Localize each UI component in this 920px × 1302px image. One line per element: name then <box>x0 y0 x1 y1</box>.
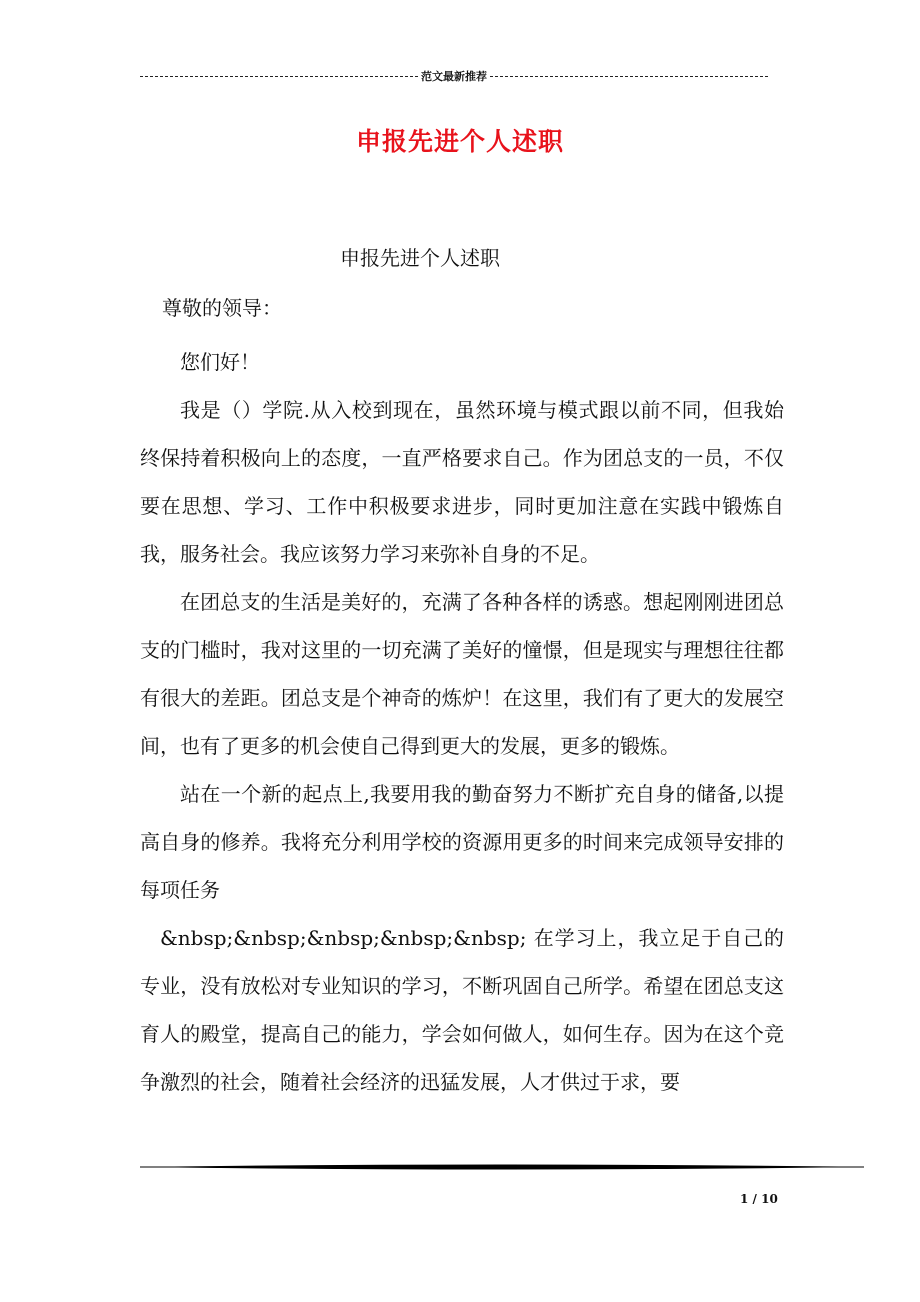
page-header <box>140 68 768 84</box>
header-label: 范文最新推荐 <box>421 70 487 83</box>
document-body <box>140 338 784 1106</box>
footer-rule <box>140 1163 864 1171</box>
paragraph-life: 在团总支的生活是美好的，充满了各种各样的诱惑。想起刚刚进团总支的门槛时，我对这里的一切充满了美好的憧憬，但是现实与理想往往都有很大的差距。团总支是个神奇的炼炉！在这里，我们有了更大的发展空间，也有了更多的机会使自己得到更大的发展，更多的锻炼。 <box>140 590 784 758</box>
paragraph-greeting: 您们好！ <box>180 350 260 374</box>
paragraph-goal: 站在一个新的起点上,我要用我的勤奋努力不断扩充自身的储备,以提高自身的修养。我将充分利用学校的资源用更多的时间来完成领导安排的每项任务 <box>140 782 784 902</box>
page-indicator: 1 / 10 <box>740 1192 778 1206</box>
header-dash-left <box>140 76 418 77</box>
paragraph-intro: 我是（）学院.从入校到现在，虽然环境与模式跟以前不同，但我始终保持着积极向上的态度，一直严格要求自己。作为团总支的一员，不仅要在思想、学习、工作中积极要求进步，同时更加注意在实践中锻炼自我，服务社会。我应该努力学习来弥补自身的不足。 <box>140 398 784 566</box>
paragraph-study: &nbsp;&nbsp;&nbsp;&nbsp;&nbsp; 在学习上，我立足于自己的专业，没有放松对专业知识的学习，不断巩固自己所学。希望在团总支这育人的殿堂，提高自己的能力，学会如何做人，如何生存。因为在这个竞争激烈的社会，随着社会经济的迅猛发展，人才供过于求，要 <box>140 926 784 1094</box>
salutation: 尊敬的领导： <box>162 296 282 320</box>
document-subtitle: 申报先进个人述职 <box>340 246 500 270</box>
document-title: 申报先进个人述职 <box>355 127 564 156</box>
header-dash-right <box>490 76 768 77</box>
